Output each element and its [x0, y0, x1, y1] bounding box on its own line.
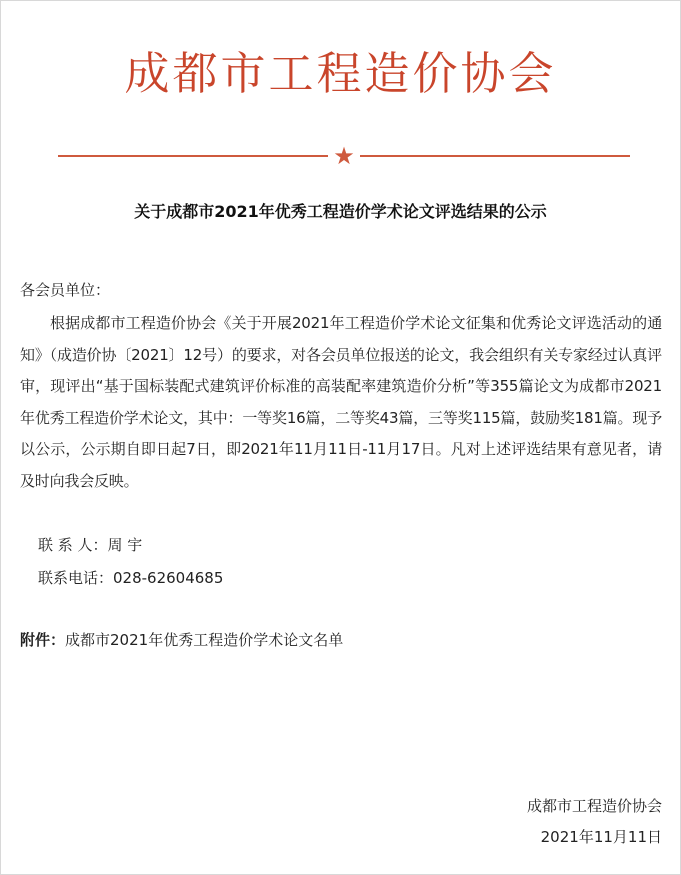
notice-body: 根据成都市工程造价协会《关于开展2021年工程造价学术论文征集和优秀论文评选活动的通知》（成造价协〔2021〕12号）的要求，对各会员单位报送的论文，我会组织有关专家经过认真评审，现评出“基于国标装配式建筑评价标准的高装配率建筑造价分析”等355篇论文为成都市2021年优秀工程造价学术论文，其中：一等奖16篇，二等奖43篇，三等奖115篇，鼓励奖181篇。现予以公示，公示期自即日起7日，即2021年11月11日-11月17日。凡对上述评选结果有意见者，请及时向我会反映。: [20, 314, 662, 490]
header-divider: [58, 142, 630, 170]
divider-line-right: [360, 155, 630, 157]
star-icon: ★: [333, 142, 355, 170]
notice-title: 关于成都市2021年优秀工程造价学术论文评选结果的公示: [134, 202, 547, 221]
attachment-link[interactable]: 成都市2021年优秀工程造价学术论文名单: [65, 631, 344, 649]
salutation: 各会员单位：: [20, 281, 111, 299]
attachment-line: [20, 628, 343, 652]
org-letterhead: 成都市工程造价协会: [124, 47, 557, 100]
contact-phone: 联系电话：028-62604685: [38, 569, 224, 587]
contact-person: 联 系 人：周 宇: [38, 536, 143, 554]
attachment-label: 附件：: [20, 631, 66, 649]
signature-org: 成都市工程造价协会: [526, 797, 662, 815]
divider-line-left: [58, 155, 328, 157]
signature-date: 2021年11月11日: [540, 828, 662, 846]
